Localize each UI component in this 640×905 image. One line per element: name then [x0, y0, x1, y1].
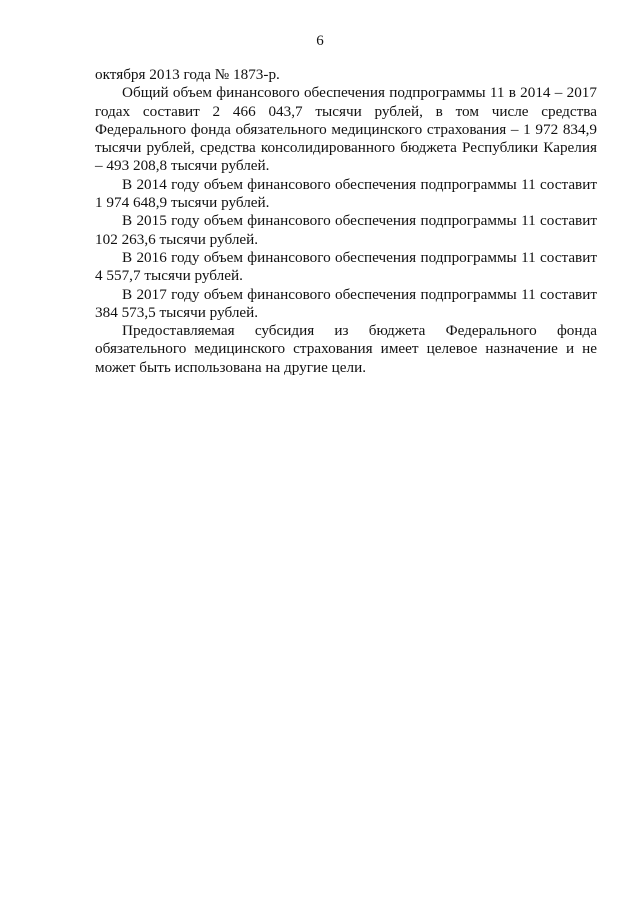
paragraph-funding-2015: В 2015 году объем финансового обеспечения подпрограммы 11 составит 102 263,6 тысячи рублей.: [95, 212, 597, 248]
paragraph-funding-2017: В 2017 году объем финансового обеспечения подпрограммы 11 составит 384 573,5 тысячи рублей.: [95, 285, 597, 321]
paragraph-subsidy-purpose: Предоставляемая субсидия из бюджета Федерального фонда обязательного медицинского страхования имеет целевое назначение и не может быть использована на другие цели.: [95, 322, 597, 376]
paragraph-funding-2016: В 2016 году объем финансового обеспечения подпрограммы 11 составит 4 557,7 тысячи рублей.: [95, 248, 597, 285]
paragraph-funding-2014: В 2014 году объем финансового обеспечения подпрограммы 11 составит 1 974 648,9 тысячи рублей.: [95, 175, 597, 212]
paragraph-continuation: октября 2013 года № 1873-р.: [95, 66, 280, 83]
paragraph-total-funding: Общий объем финансового обеспечения подпрограммы 11 в 2014 – 2017 годах составит 2 466 043,7 тысячи рублей, в том числе средства Федерального фонда обязательного медицинского страхования – 1 972 834,9 тысячи рублей, средства консолидированного бюджета Республики Карелия – 493 208,8 тысячи рублей.: [95, 84, 597, 175]
document-body: [95, 66, 597, 377]
page-number: 6: [316, 33, 324, 49]
